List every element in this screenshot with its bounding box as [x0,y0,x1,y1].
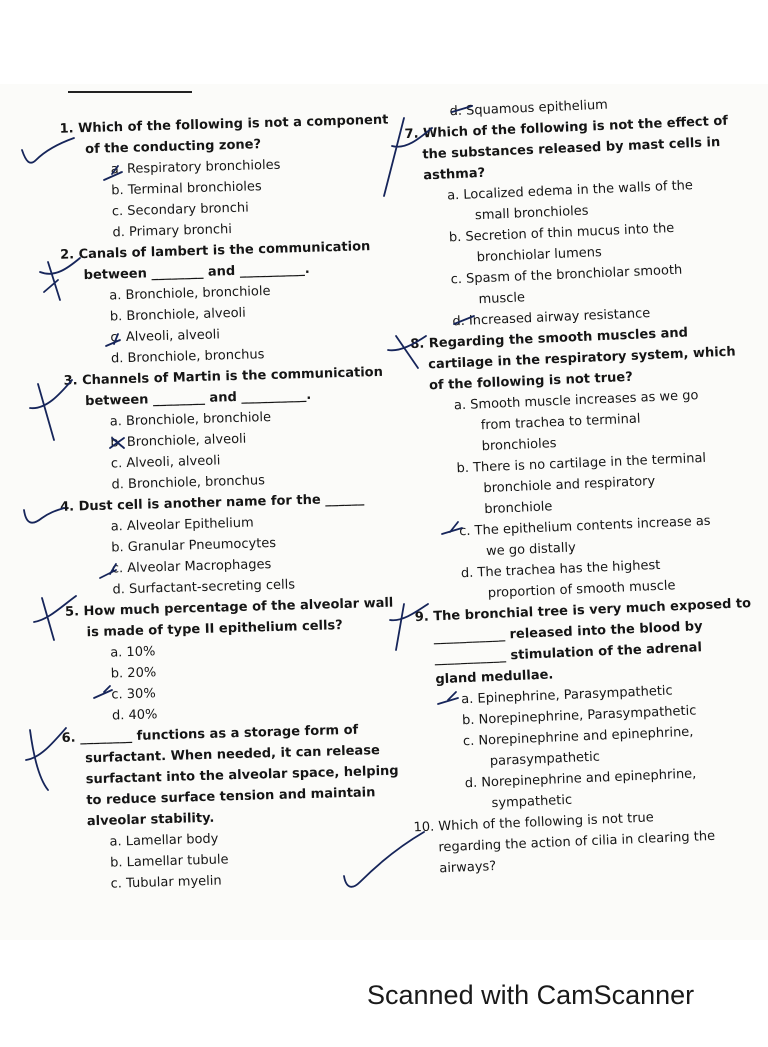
x-mark-q9 [390,604,428,650]
answer-option-line: a. Localized edema in the walls of the [446,178,694,204]
question-text-line: between ________ and __________. [85,387,312,410]
answer-mark-q7d [452,106,474,324]
answer-option-line: d. Bronchiole, bronchus [110,347,265,367]
answer-option-line: a. Smooth muscle increases as we go [453,388,699,414]
answer-mark-q2c [106,334,120,346]
answer-option-line: regarding the action of cilia in clearing the [438,828,716,856]
answer-option-line: c. Alveoli, alveoli [110,453,221,472]
answer-option-line: small bronchioles [474,203,589,224]
answer-option-line: d. Primary bronchi [112,222,233,241]
answer-option-line: d. Norepinephrine and epinephrine, [464,766,697,792]
question-text-line: is made of type II epithelium cells? [86,618,343,641]
answer-option-line: c. Secondary bronchi [111,200,249,220]
answer-option-line: a. Lamellar body [109,831,219,850]
answer-option-line: parasympathetic [489,749,601,770]
answer-option-line: proportion of smooth muscle [487,578,676,602]
x-mark-q8 [388,336,426,368]
check-mark-q1 [22,138,74,163]
x-mark-q3 [30,380,72,440]
answer-option-line: airways? [439,859,497,877]
answer-option-line: a. Bronchiole, bronchiole [109,283,271,304]
question-text-line: cartilage in the respiratory system, which [427,344,736,373]
answer-option-line: b. Granular Pneumocytes [111,535,277,556]
question-text-line: 2. Canals of lambert is the communication [59,239,371,263]
answer-option-line: b. Norepinephrine, Parasympathetic [461,703,697,729]
x-mark-q7 [384,118,432,196]
answer-option-line: b. Secretion of thin mucus into the [448,220,675,246]
question-text-line: ___________ stimulation of the adrenal [434,640,703,667]
question-text-line: asthma? [422,165,486,184]
question-text-line: 6. ________ functions as a storage form of [61,722,359,746]
answer-mark-q5c [94,686,112,698]
answer-option-line: c. Alveolar Macrophages [111,557,272,577]
answer-option-line: d. Squamous epithelium [449,97,609,120]
x-mark-q2 [40,258,80,300]
question-text-line: 3. Channels of Martin is the communication [63,364,384,389]
answer-option-line: b. There is no cartilage in the terminal [456,450,707,477]
answer-option-line: a. Bronchiole, bronchiole [109,409,272,430]
answer-option-line: b. Lamellar tubule [109,852,229,871]
check-mark-q10 [344,832,424,887]
answer-option-line: d. Bronchiole, bronchus [111,473,266,493]
answer-option-line: bronchioles [481,436,557,455]
question-text-line: alveolar stability. [86,810,215,830]
answer-option-line: b. 20% [110,665,157,682]
answer-option-line: c. 30% [111,686,156,703]
question-text-line: the substances released by mast cells in [422,134,721,163]
question-text-line: gland medullae. [435,667,554,688]
question-text-line: ___________ released into the blood by [433,619,703,646]
answer-option-line: c. Norepinephrine and epinephrine, [462,724,694,750]
question-text-line: 7. Which of the following is not the effect of [404,113,729,143]
question-text-line: between ________ and __________. [83,261,310,284]
answer-mark-q4c [100,564,116,578]
answer-mark-q1a [104,166,122,180]
answer-option-line: 10. Which of the following is not true [413,810,655,836]
answer-option-line: d. 40% [111,707,158,724]
answer-option-line: c. Alveoli, alveoli [110,327,221,346]
answer-option-line: bronchiolar lumens [476,245,603,266]
question-text-line: 5. How much percentage of the alveolar wall [64,595,394,620]
answer-option-line: bronchiole and respiratory [483,474,656,497]
question-text-line: to reduce surface tension and maintain [86,785,376,809]
question-text-line: of the conducting zone? [84,137,262,158]
answer-option-line: a. Respiratory bronchioles [110,157,281,178]
answer-option-line: muscle [478,290,526,308]
answer-option-line: b. Bronchiole, alveoli [110,431,247,451]
answer-option-line: b. Terminal bronchioles [111,179,262,199]
question-text-line: 1. Which of the following is not a component [59,112,389,137]
camscanner-watermark: Scanned with CamScanner [367,980,695,1010]
answer-option-line: c. Spasm of the bronchiolar smooth [450,262,683,288]
question-text-line: 9. The bronchial tree is very much exposed to [414,596,752,626]
x-mark-q5 [34,596,76,640]
answer-option-line: c. The epithelium contents increase as [458,513,711,540]
question-text-line: 8. Regarding the smooth muscles and [410,325,689,353]
answer-option-line: d. Increased airway resistance [452,306,651,330]
answer-option-line: sympathetic [491,792,573,812]
answer-option-line: c. Tubular myelin [110,873,222,892]
answer-mark-q9a [438,692,458,704]
question-text-line: surfactant into the alveolar space, helping [85,763,399,788]
answer-option-line: bronchiole [484,499,553,518]
answer-mark-q8c [442,522,462,534]
question-text-line: 4. Dust cell is another name for the ______ [59,491,365,515]
answer-option-line: a. 10% [110,644,156,661]
question-text-line: surfactant. When needed, it can release [84,743,380,767]
answer-option-line: we go distally [485,540,577,560]
question-text-line: of the following is not true? [428,369,634,394]
answer-mark-q3b [110,438,124,448]
answer-option-line: from trachea to terminal [480,411,641,434]
x-mark-q6 [26,728,66,790]
check-mark-q4 [24,508,64,523]
answer-option-line: d. Surfactant-secreting cells [112,577,296,598]
answer-option-line: b. Bronchiole, alveoli [109,305,246,325]
answer-option-line: a. Epinephrine, Parasympathetic [460,683,673,708]
answer-option-line: a. Alveolar Epithelium [110,515,254,535]
answer-option-line: d. The trachea has the highest [460,557,661,582]
